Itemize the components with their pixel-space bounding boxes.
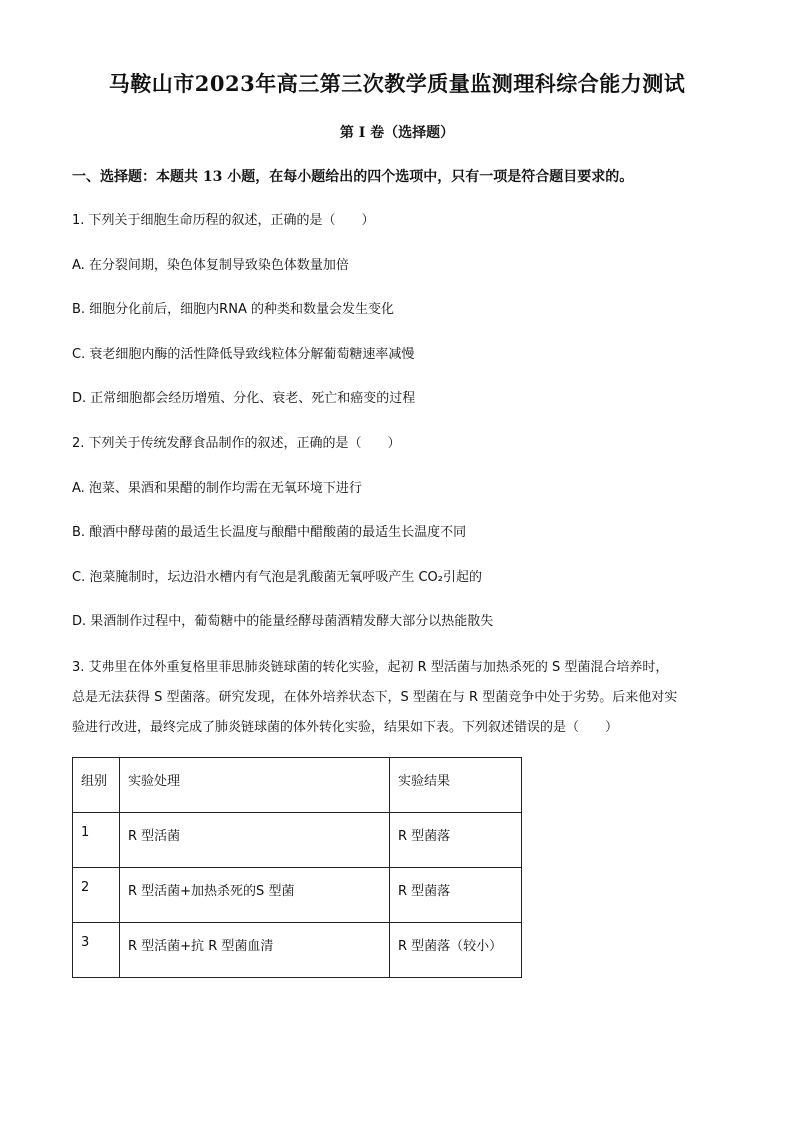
question-2-option-b: B. 酿酒中酵母菌的最适生长温度与酿醋中醋酸菌的最适生长温度不同 [72, 525, 467, 540]
question-2-option-d: D. 果酒制作过程中，葡萄糖中的能量经酵母菌酒精发酵大部分以热能散失 [72, 614, 494, 629]
question-3-stem-line: 总是无法获得 S 型菌落。研究发现，在体外培养状态下，S 型菌在与 R 型菌竞争中处于劣势。后来他对实 [72, 690, 678, 705]
table-cell: R 型活菌+加热杀死的S 型菌 [120, 868, 390, 923]
question-2-option-a: A. 泡菜、果酒和果醋的制作均需在无氧环境下进行 [72, 481, 362, 496]
question-3-stem [72, 653, 724, 743]
table-cell: 3 [73, 923, 120, 978]
table-cell: 1 [73, 813, 120, 868]
table-cell: 2 [73, 868, 120, 923]
page-subtitle: 第 I 卷（选择题） [339, 125, 455, 141]
page-title: 马鞍山市2023年高三第三次教学质量监测理科综合能力测试 [108, 71, 686, 96]
section-heading: 一、选择题：本题共 13 小题，在每小题给出的四个选项中，只有一项是符合题目要求的。 [72, 169, 634, 185]
table-header-cell: 实验处理 [120, 758, 390, 813]
table-row [73, 923, 522, 978]
question-1-option-d: D. 正常细胞都会经历增殖、分化、衰老、死亡和癌变的过程 [72, 391, 416, 406]
question-1-option-a: A. 在分裂间期，染色体复制导致染色体数量加倍 [72, 258, 349, 273]
table-cell: R 型菌落 [390, 813, 522, 868]
question-3-stem-line: 3. 艾弗里在体外重复格里菲思肺炎链球菌的转化实验，起初 R 型活菌与加热杀死的 S 型菌混合培养时， [72, 660, 669, 675]
table-header-cell: 实验结果 [390, 758, 522, 813]
question-2-option-c: C. 泡菜腌制时，坛边沿水槽内有气泡是乳酸菌无氧呼吸产生 CO₂引起的 [72, 570, 482, 585]
question-3-stem-line: 验进行改进，最终完成了肺炎链球菌的体外转化实验，结果如下表。下列叙述错误的是（ ） [72, 720, 619, 735]
table-row [73, 813, 522, 868]
table-cell: R 型活菌+抗 R 型菌血清 [120, 923, 390, 978]
experiment-table [72, 757, 522, 978]
table-cell: R 型菌落（较小） [390, 923, 522, 978]
table-cell: R 型活菌 [120, 813, 390, 868]
question-1-stem: 1. 下列关于细胞生命历程的叙述，正确的是（ ） [72, 213, 375, 228]
question-1-option-b: B. 细胞分化前后，细胞内RNA 的种类和数量会发生变化 [72, 302, 394, 317]
table-row [73, 868, 522, 923]
table-header-row [73, 758, 522, 813]
table-header-cell: 组别 [73, 758, 120, 813]
question-1-option-c: C. 衰老细胞内酶的活性降低导致线粒体分解葡萄糖速率减慢 [72, 347, 415, 362]
question-2-stem: 2. 下列关于传统发酵食品制作的叙述，正确的是（ ） [72, 436, 401, 451]
table-cell: R 型菌落 [390, 868, 522, 923]
